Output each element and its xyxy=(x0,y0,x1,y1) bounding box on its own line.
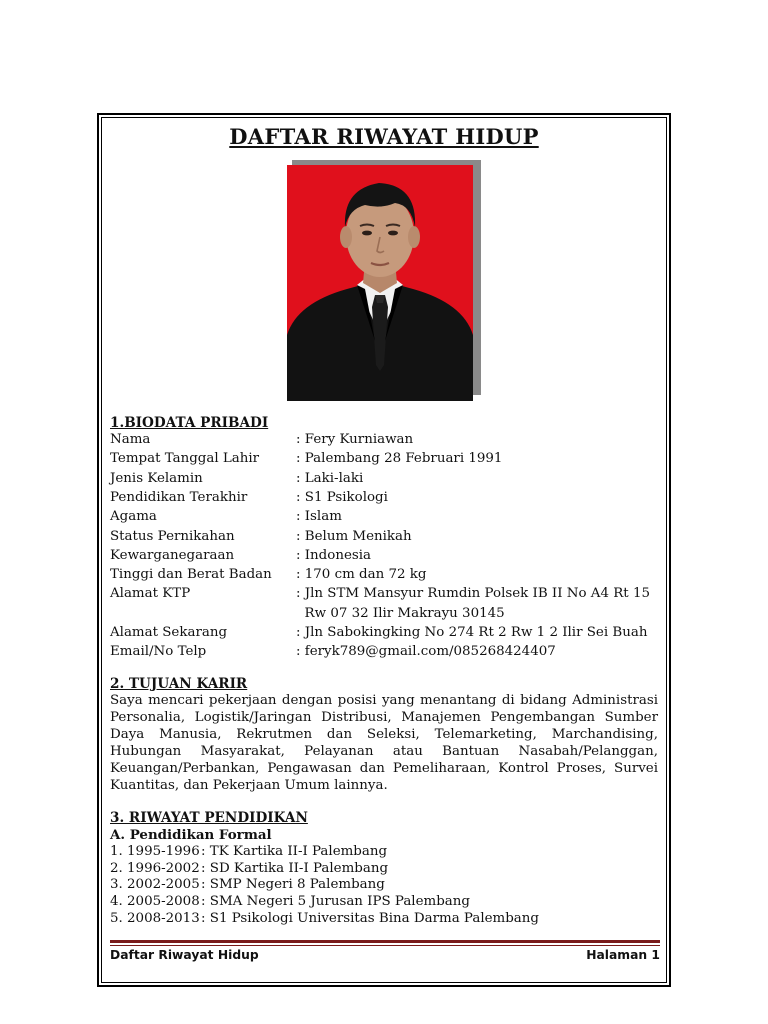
biodata-label: Alamat Sekarang xyxy=(110,625,228,640)
career-objective-text: Saya mencari pekerjaan dengan posisi yang menantang di bidang Administrasi Personalia, Logistik/Jaringan Distribusi, Manajemen Pengembangan Sumber Daya Manusia, Rekrutmen dan Seleksi, Telemarketing, Marchandising, Hubungan Masyarakat, Pelayanan atau Bantuan Nasabah/Pelanggan, Keuangan/Perbankan, Pengawasan dan Pemeliharaan, Kontrol Proses, Survei Kuantitas, dan Pekerjaan Umum lainnya. xyxy=(110,693,658,793)
biodata-value: : S1 Psikologi xyxy=(296,489,388,505)
formal-education-subheading: A. Pendidikan Formal xyxy=(110,827,272,843)
biodata-value: : Jln Sabokingking No 274 Rt 2 Rw 1 2 Ilir Sei Buah xyxy=(296,625,648,640)
biodata-value: : Indonesia xyxy=(296,547,372,563)
biodata-label: Status Pernikahan xyxy=(110,528,235,544)
biodata-label: Pendidikan Terakhir xyxy=(110,489,248,505)
biodata-label: Email/No Telp xyxy=(110,644,207,660)
career-objective-heading: 2. TUJUAN KARIR xyxy=(110,676,248,692)
biodata-label: Alamat KTP xyxy=(110,586,191,602)
education-school: : TK Kartika II-I Palembang xyxy=(201,844,388,859)
biodata-label: Agama xyxy=(110,509,157,525)
portrait-illustration xyxy=(287,165,473,401)
education-period: 1. 1995-1996 xyxy=(110,844,200,859)
biodata-label: Tinggi dan Berat Badan xyxy=(110,567,272,583)
biodata-label: Kewarganegaraan xyxy=(110,547,235,563)
education-period: 5. 2008-2013 xyxy=(110,910,200,926)
education-period: 2. 1996-2002 xyxy=(110,860,200,876)
biodata-label: Tempat Tanggal Lahir xyxy=(110,451,260,467)
document-title: DAFTAR RIWAYAT HIDUP xyxy=(229,124,539,149)
biodata-value: : Islam xyxy=(296,509,342,525)
footer-rule-thick xyxy=(110,940,660,943)
footer-page-number: Halaman 1 xyxy=(586,948,660,962)
footer-document-name: Daftar Riwayat Hidup xyxy=(110,948,259,962)
education-school: : SD Kartika II-I Palembang xyxy=(201,860,389,876)
biodata-value: : feryk789@gmail.com/085268424407 xyxy=(296,644,556,660)
biodata-value: : Laki-laki xyxy=(296,470,364,486)
biodata-heading: 1.BIODATA PRIBADI xyxy=(110,415,269,431)
education-school: : S1 Psikologi Universitas Bina Darma Palembang xyxy=(201,910,539,926)
biodata-value: : Belum Menikah xyxy=(296,528,412,544)
education-period: 4. 2005-2008 xyxy=(110,894,200,910)
footer-rule-thin xyxy=(110,945,660,946)
biodata-value: Rw 07 32 Ilir Makrayu 30145 xyxy=(296,605,505,621)
education-school: : SMA Negeri 5 Jurusan IPS Palembang xyxy=(201,894,470,910)
biodata-label: Nama xyxy=(110,432,151,447)
profile-photo xyxy=(287,165,473,401)
biodata-value: : 170 cm dan 72 kg xyxy=(296,567,427,583)
education-heading: 3. RIWAYAT PENDIDIKAN xyxy=(110,810,308,826)
education-period: 3. 2002-2005 xyxy=(110,877,200,893)
biodata-value: : Palembang 28 Februari 1991 xyxy=(296,451,503,467)
biodata-value: : Jln STM Mansyur Rumdin Polsek IB II No A4 Rt 15 xyxy=(296,586,650,602)
education-school: : SMP Negeri 8 Palembang xyxy=(201,877,385,893)
biodata-value: : Fery Kurniawan xyxy=(296,432,414,447)
biodata-label: Jenis Kelamin xyxy=(110,470,203,486)
